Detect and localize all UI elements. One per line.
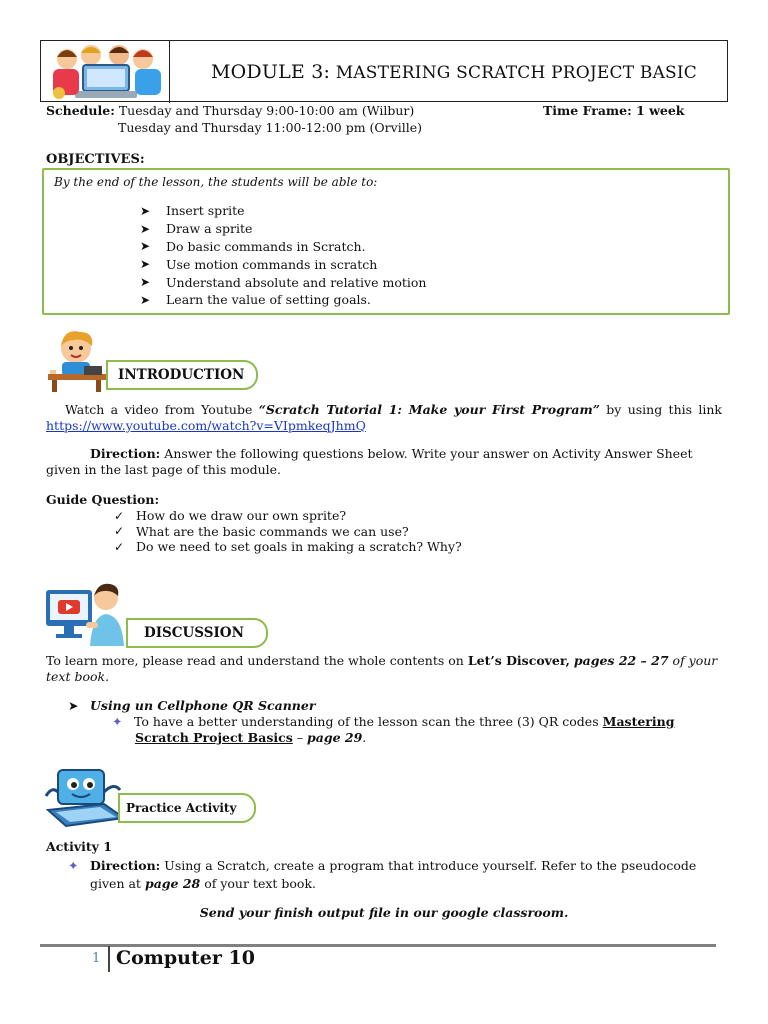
qr-heading <box>68 698 315 714</box>
objectives-intro: By the end of the lesson, the students will be able to: <box>54 175 378 189</box>
diamond-bullet-icon: ✦ <box>112 714 123 729</box>
checkmark-icon: ✓ <box>114 539 125 554</box>
schedule-line-1 <box>46 103 414 118</box>
qr-instruction-line2 <box>135 730 366 746</box>
arrow-bullet-icon: ➤ <box>68 698 79 713</box>
practice-activity-title: Practice Activity <box>126 801 237 815</box>
time-frame: Time Frame: 1 week <box>543 103 685 118</box>
direction-text: Answer the following questions below. Write your answer on Activity Answer Sheet <box>164 446 693 461</box>
introduction-banner <box>106 360 258 390</box>
schedule-line1-text: Tuesday and Thursday 9:00-10:00 am (Wilbur) <box>118 103 415 118</box>
discussion-title: DISCUSSION <box>144 625 244 641</box>
question-text: What are the basic commands we can use? <box>136 523 409 539</box>
objective-text: Use motion commands in scratch <box>166 256 378 272</box>
activity-label: Activity 1 <box>46 839 112 854</box>
discussion-paragraph-line2: text book. <box>46 669 110 684</box>
practice-activity-banner <box>118 793 256 823</box>
laptop-mascot-illustration <box>44 766 128 828</box>
activity-direction-line2 <box>90 876 316 892</box>
schedule-line-2: Tuesday and Thursday 11:00-12:00 pm (Orville) <box>118 120 422 135</box>
introduction-title: INTRODUCTION <box>118 367 245 383</box>
list-item <box>114 539 462 555</box>
discussion-paragraph <box>46 653 724 669</box>
objectives-box <box>42 168 730 315</box>
direction-label: Direction: <box>90 446 161 461</box>
lets-discover-label: Let’s Discover, <box>467 653 570 668</box>
arrow-bullet-icon: ➤ <box>140 221 151 236</box>
guide-question-list <box>114 508 462 555</box>
discussion-banner <box>126 618 268 648</box>
submission-note: Send your finish output file in our google classroom. <box>199 905 569 920</box>
list-item <box>114 508 462 524</box>
footer-separator <box>108 946 110 972</box>
direction-text-end: of your text book. <box>204 876 316 891</box>
list-item <box>140 291 426 309</box>
activity-direction <box>68 858 696 874</box>
arrow-bullet-icon: ➤ <box>140 239 151 254</box>
direction-text: given at <box>90 876 141 891</box>
objective-text: Draw a sprite <box>166 221 253 237</box>
direction-label: Direction: <box>90 858 161 873</box>
arrow-bullet-icon: ➤ <box>140 292 151 307</box>
checkmark-icon: ✓ <box>114 508 125 523</box>
arrow-bullet-icon: ➤ <box>140 275 151 290</box>
list-item <box>140 255 426 273</box>
objectives-list <box>140 202 426 309</box>
module-header <box>40 40 728 102</box>
checkmark-icon: ✓ <box>114 524 125 539</box>
list-item <box>114 524 462 540</box>
intro-direction-line2: given in the last page of this module. <box>46 462 282 477</box>
diamond-bullet-icon: ✦ <box>68 858 79 873</box>
page-reference: page 28 <box>144 876 201 891</box>
list-item <box>140 220 426 238</box>
intro-direction <box>90 446 693 462</box>
qr-link-text-2: Scratch Project Basics <box>135 730 293 745</box>
module-number: MODULE 3: <box>211 61 331 83</box>
list-item <box>140 202 426 220</box>
list-item <box>140 238 426 256</box>
qr-dot: . <box>362 730 367 745</box>
header-divider <box>169 41 170 103</box>
page-number: 1 <box>92 951 101 966</box>
qr-dash: – <box>292 730 307 745</box>
direction-text: Using a Scratch, create a program that introduce yourself. Refer to the pseudocode <box>164 858 697 873</box>
list-item <box>140 273 426 291</box>
module-title <box>211 61 697 83</box>
intro-text: Watch a video from Youtube <box>65 402 253 417</box>
objective-text: Insert sprite <box>166 203 245 219</box>
kids-computer-illustration <box>45 43 165 101</box>
schedule-label: Schedule: <box>46 103 115 118</box>
objective-text: Understand absolute and relative motion <box>166 274 427 290</box>
qr-instruction <box>112 714 674 730</box>
intro-paragraph <box>46 402 722 418</box>
qr-page-reference: page 29 <box>307 730 363 745</box>
module-name: MASTERING SCRATCH PROJECT BASIC <box>335 63 698 83</box>
youtube-link[interactable]: https://www.youtube.com/watch?v=VIpmkeqJhmQ <box>46 418 366 433</box>
question-text: How do we draw our own sprite? <box>136 508 347 524</box>
arrow-bullet-icon: ➤ <box>140 257 151 272</box>
discussion-text: To learn more, please read and understand the whole contents on <box>46 653 464 668</box>
discussion-text-end: of your <box>672 653 718 668</box>
objective-text: Do basic commands in Scratch. <box>166 238 366 254</box>
video-title: “Scratch Tutorial 1: Make your First Program” <box>258 402 600 417</box>
objectives-label: OBJECTIVES: <box>46 152 145 167</box>
arrow-bullet-icon: ➤ <box>140 203 151 218</box>
question-text: Do we need to set goals in making a scratch? Why? <box>136 539 462 555</box>
intro-text-end: by using this link <box>606 402 723 417</box>
qr-link-text: Mastering <box>602 714 675 729</box>
boy-at-desk-illustration <box>44 326 110 392</box>
footer-subject: Computer 10 <box>116 947 255 969</box>
teacher-video-illustration <box>44 580 126 648</box>
objective-text: Learn the value of setting goals. <box>166 292 371 308</box>
qr-heading-text: Using un Cellphone QR Scanner <box>90 698 316 713</box>
qr-text: To have a better understanding of the lesson scan the three (3) QR codes <box>134 714 599 729</box>
guide-question-label: Guide Question: <box>46 492 160 507</box>
pages-reference: pages 22 – 27 <box>573 653 669 668</box>
